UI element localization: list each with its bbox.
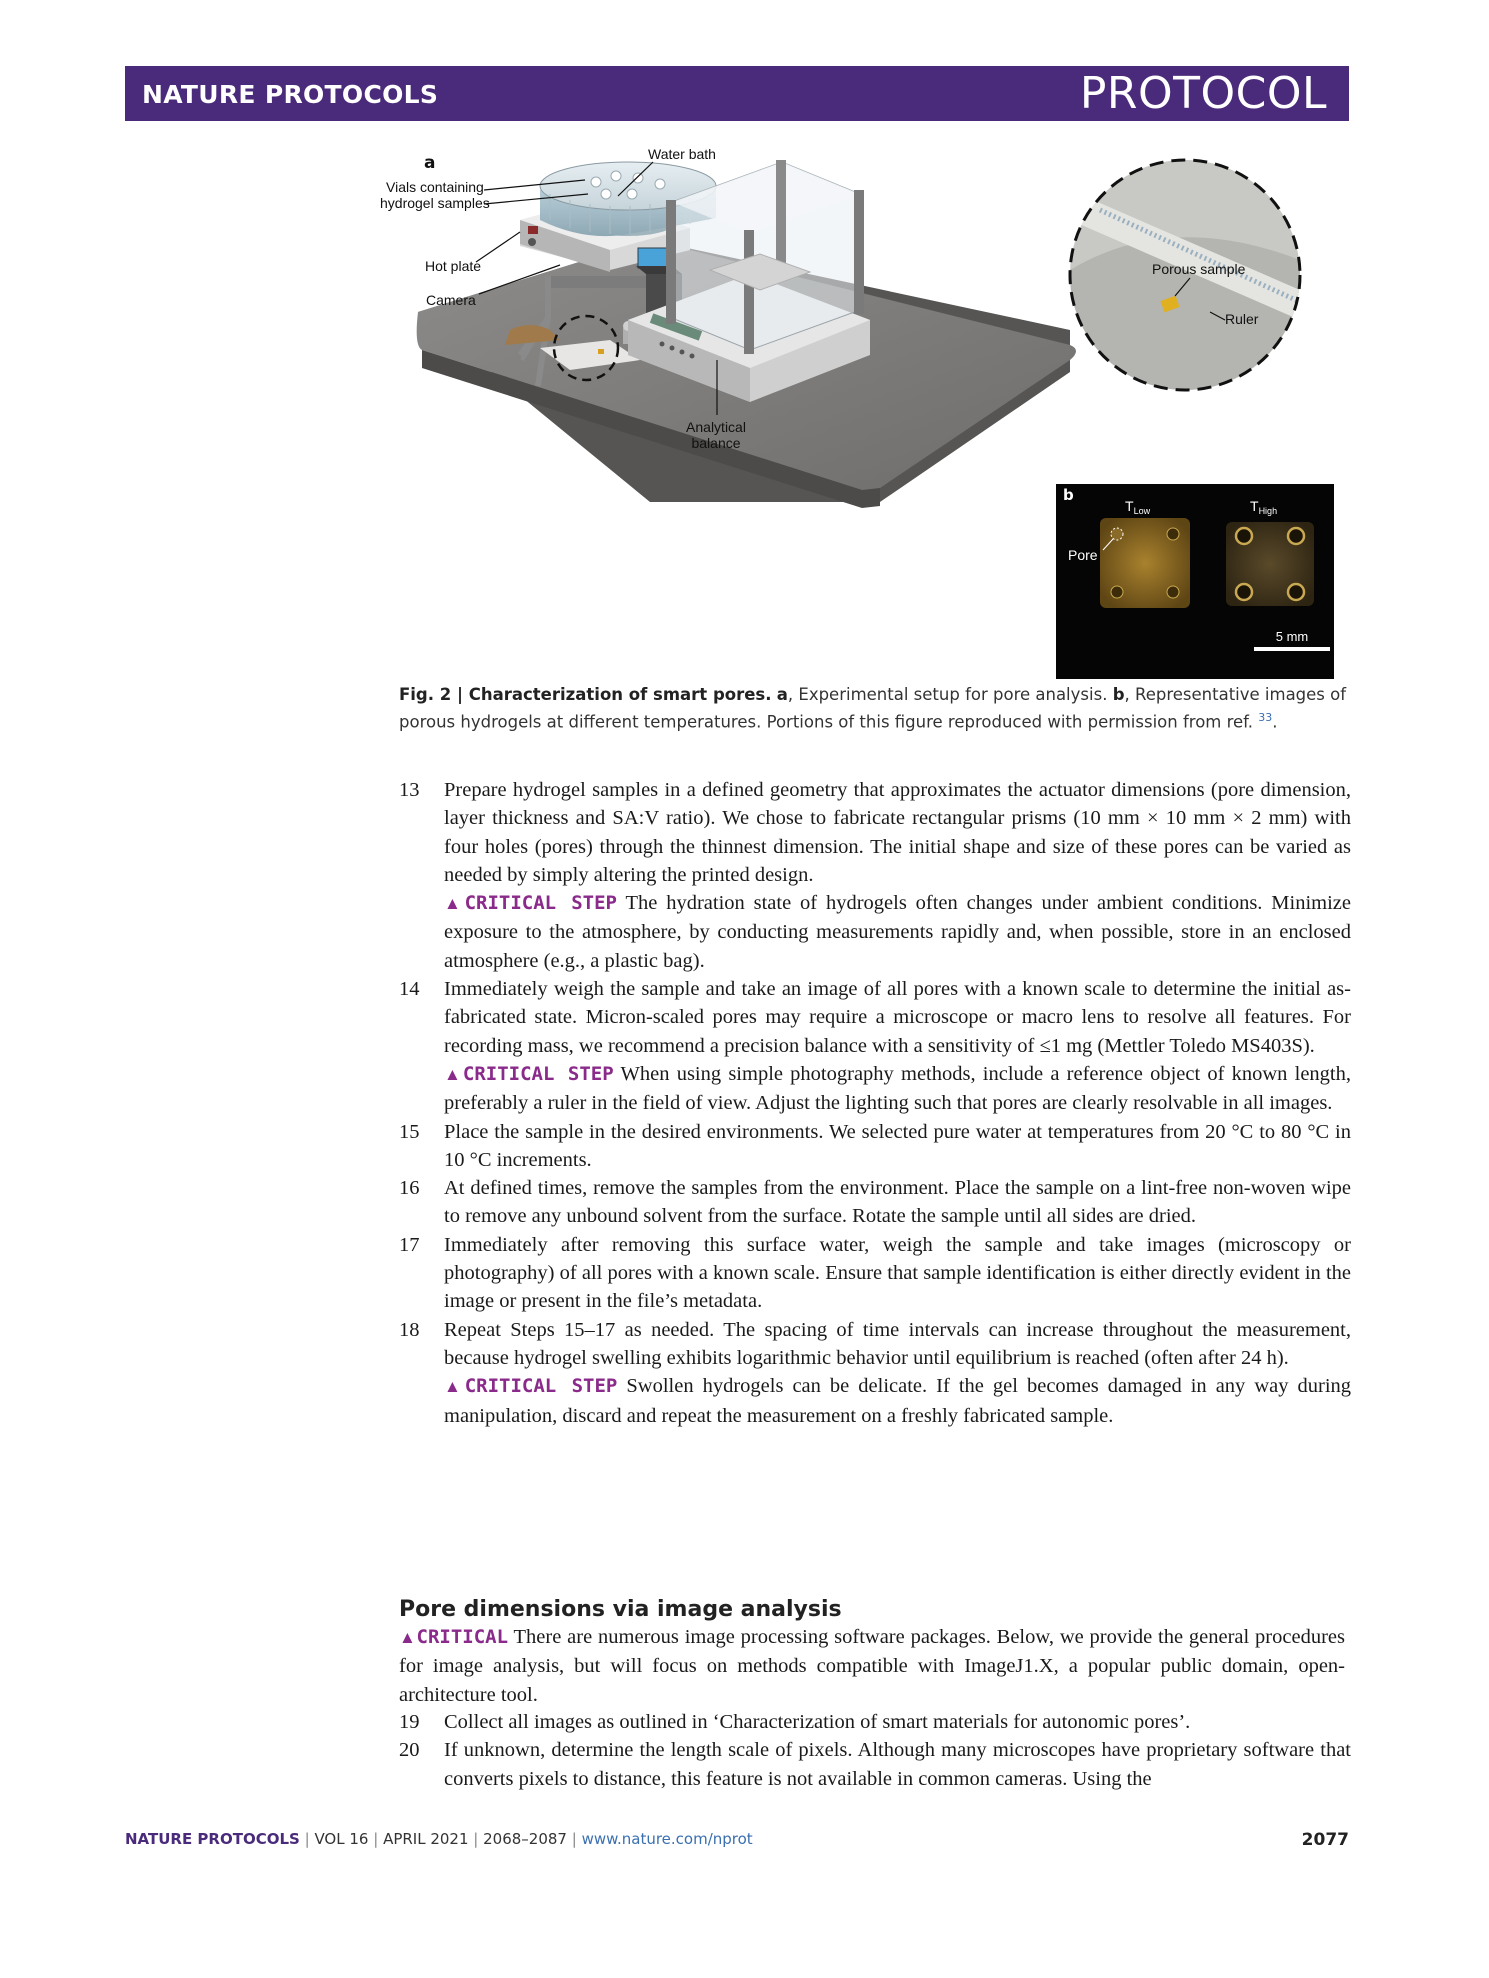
label-analytical-line1: Analytical xyxy=(686,419,746,435)
figure-2 xyxy=(380,146,1350,680)
warning-triangle-icon: ▲ xyxy=(399,1628,417,1647)
critical-step-text: The hydration state of hydrogels often changes under ambient conditions. Minimize exposure to the atmosphere, by conducting measurements rapidly and, when possible, store in an enclosed atmosphere (e.g., a plastic bag). xyxy=(444,892,1351,972)
figure-illustration xyxy=(380,146,1350,680)
footer-journal: NATURE PROTOCOLS xyxy=(125,1830,300,1848)
step-number: 20 xyxy=(399,1739,420,1762)
caption-reference-link[interactable]: 33 xyxy=(1258,711,1273,724)
step-text: At defined times, remove the samples from the environment. Place the sample on a lint-free non-woven wipe to remove any unbound solvent from the surface. Rotate the sample until all sides are dried. xyxy=(444,1177,1351,1228)
caption-b-label: b xyxy=(1112,685,1125,704)
page-footer: NATURE PROTOCOLS | VOL 16 | APRIL 2021 | 2068–2087 | www.nature.com/nprot 2077 xyxy=(125,1830,1349,1850)
header-bar xyxy=(125,66,1349,121)
step-17 xyxy=(399,1231,1351,1316)
step-19 xyxy=(399,1708,1351,1736)
footer-volume: VOL 16 xyxy=(314,1830,369,1848)
step-16 xyxy=(399,1174,1351,1231)
section-type: PROTOCOL xyxy=(1079,68,1327,119)
panel-a-label: a xyxy=(424,153,436,173)
figure-caption xyxy=(399,683,1351,734)
critical-step-text: When using simple photography methods, include a reference object of known length, preferably a ruler in the field of view. Adjust the lighting such that pores are clearly resolvable in all images. xyxy=(444,1062,1352,1115)
step-number: 16 xyxy=(399,1177,420,1200)
caption-end: . xyxy=(1272,712,1278,732)
step-text: Prepare hydrogel samples in a defined geometry that approximates the actuator dimensions (pore dimension, layer thickness and SA:V ratio). We chose to fabricate rectangular prisms (10 mm × 10 mm × 2 mm) with four holes (pores) through the thinnest dimension. The initial shape and size of these pores can be varied as needed by simply altering the printed design. xyxy=(444,779,1351,886)
critical-step-text: Swollen hydrogels can be delicate. If the gel becomes damaged in any way during manipulation, discard and repeat the measurement on a freshly fabricated sample. xyxy=(444,1375,1352,1427)
caption-b-text: , Representative images of porous hydrogels at different temperatures. Portions of this figure reproduced with permission from ref. xyxy=(399,685,1347,732)
panel-b-label: b xyxy=(1063,486,1074,504)
label-pore: Pore xyxy=(1068,547,1098,563)
page-number: 2077 xyxy=(1301,1830,1349,1850)
panel-b xyxy=(1056,484,1334,679)
step-20 xyxy=(399,1736,1351,1793)
label-water-bath: Water bath xyxy=(648,146,716,162)
step-number: 15 xyxy=(399,1120,420,1143)
critical-label: CRITICAL xyxy=(416,1626,509,1648)
warning-triangle-icon: ▲ xyxy=(444,894,465,914)
step-text: Place the sample in the desired environments. We selected pure water at temperatures from 20 °C to 80 °C in 10 °C increments. xyxy=(444,1120,1351,1171)
step-text: Collect all images as outlined in ‘Characterization of smart materials for autonomic pores’. xyxy=(444,1711,1191,1733)
label-ruler: Ruler xyxy=(1225,311,1259,327)
label-vials-line2: hydrogel samples xyxy=(380,195,490,211)
caption-label: Fig. 2 | Characterization of smart pores. xyxy=(399,685,772,704)
label-porous-sample: Porous sample xyxy=(1152,261,1246,277)
step-13 xyxy=(399,776,1351,975)
caption-a-text: , Experimental setup for pore analysis. xyxy=(787,685,1108,704)
step-text: Immediately after removing this surface water, weigh the sample and take images (microscopy or photography) of all pores with a known scale. Ensure that sample identification is either directly evident in the image or present in the file’s metadata. xyxy=(444,1233,1351,1313)
footer-date: APRIL 2021 xyxy=(383,1830,469,1848)
label-camera: Camera xyxy=(426,292,476,308)
label-hot-plate: Hot plate xyxy=(425,258,482,274)
scale-bar xyxy=(1254,647,1330,651)
step-number: 18 xyxy=(399,1318,420,1341)
critical-step-label: CRITICAL STEP xyxy=(464,892,617,915)
step-number: 13 xyxy=(399,779,420,801)
label-analytical-line2: balance xyxy=(691,435,741,451)
step-18 xyxy=(399,1316,1351,1430)
critical-text: There are numerous image processing software packages. Below, we provide the general procedures for image analysis, but will focus on methods compatible with ImageJ1.X, a popular public domain, open-architecture tool. xyxy=(399,1626,1345,1706)
critical-note xyxy=(399,1623,1345,1709)
journal-name: NATURE PROTOCOLS xyxy=(142,80,439,109)
label-t-low: $T_{Low}$ xyxy=(1125,498,1151,516)
step-15 xyxy=(399,1118,1351,1175)
critical-step-label: CRITICAL STEP xyxy=(464,1375,618,1398)
step-14 xyxy=(399,975,1351,1117)
critical-step-label: CRITICAL STEP xyxy=(462,1062,614,1085)
warning-triangle-icon: ▲ xyxy=(444,1064,463,1084)
step-number: 17 xyxy=(399,1233,420,1256)
step-number: 14 xyxy=(399,978,420,1001)
footer-url-link[interactable]: www.nature.com/nprot xyxy=(581,1830,753,1848)
caption-a-label: a xyxy=(776,685,788,704)
section-heading: Pore dimensions via image analysis xyxy=(399,1597,842,1622)
step-number: 19 xyxy=(399,1711,420,1733)
step-text: If unknown, determine the length scale of pixels. Although many microscopes have proprietary software that converts pixels to distance, this feature is not available in common cameras. Using the xyxy=(444,1739,1351,1790)
procedure-steps xyxy=(399,776,1351,1430)
step-text: Immediately weigh the sample and take an image of all pores with a known scale to determine the initial as-fabricated state. Micron-scaled pores may require a microscope or macro lens to resolve all features. For recording mass, we recommend a precision balance with a sensitivity of ≤1 mg (Mettler Toledo MS403S). xyxy=(444,978,1351,1057)
label-t-high: $T_{High}$ xyxy=(1250,498,1278,516)
label-vials-line1: Vials containing xyxy=(386,179,484,195)
footer-pages: 2068–2087 xyxy=(483,1830,567,1848)
step-text: Repeat Steps 15–17 as needed. The spacing of time intervals can increase throughout the measurement, because hydrogel swelling exhibits logarithmic behavior until equilibrium is reached (often after 24 h). xyxy=(444,1318,1351,1369)
label-scale-bar: 5 mm xyxy=(1275,629,1309,644)
warning-triangle-icon: ▲ xyxy=(444,1377,465,1397)
procedure-steps-2 xyxy=(399,1708,1351,1793)
